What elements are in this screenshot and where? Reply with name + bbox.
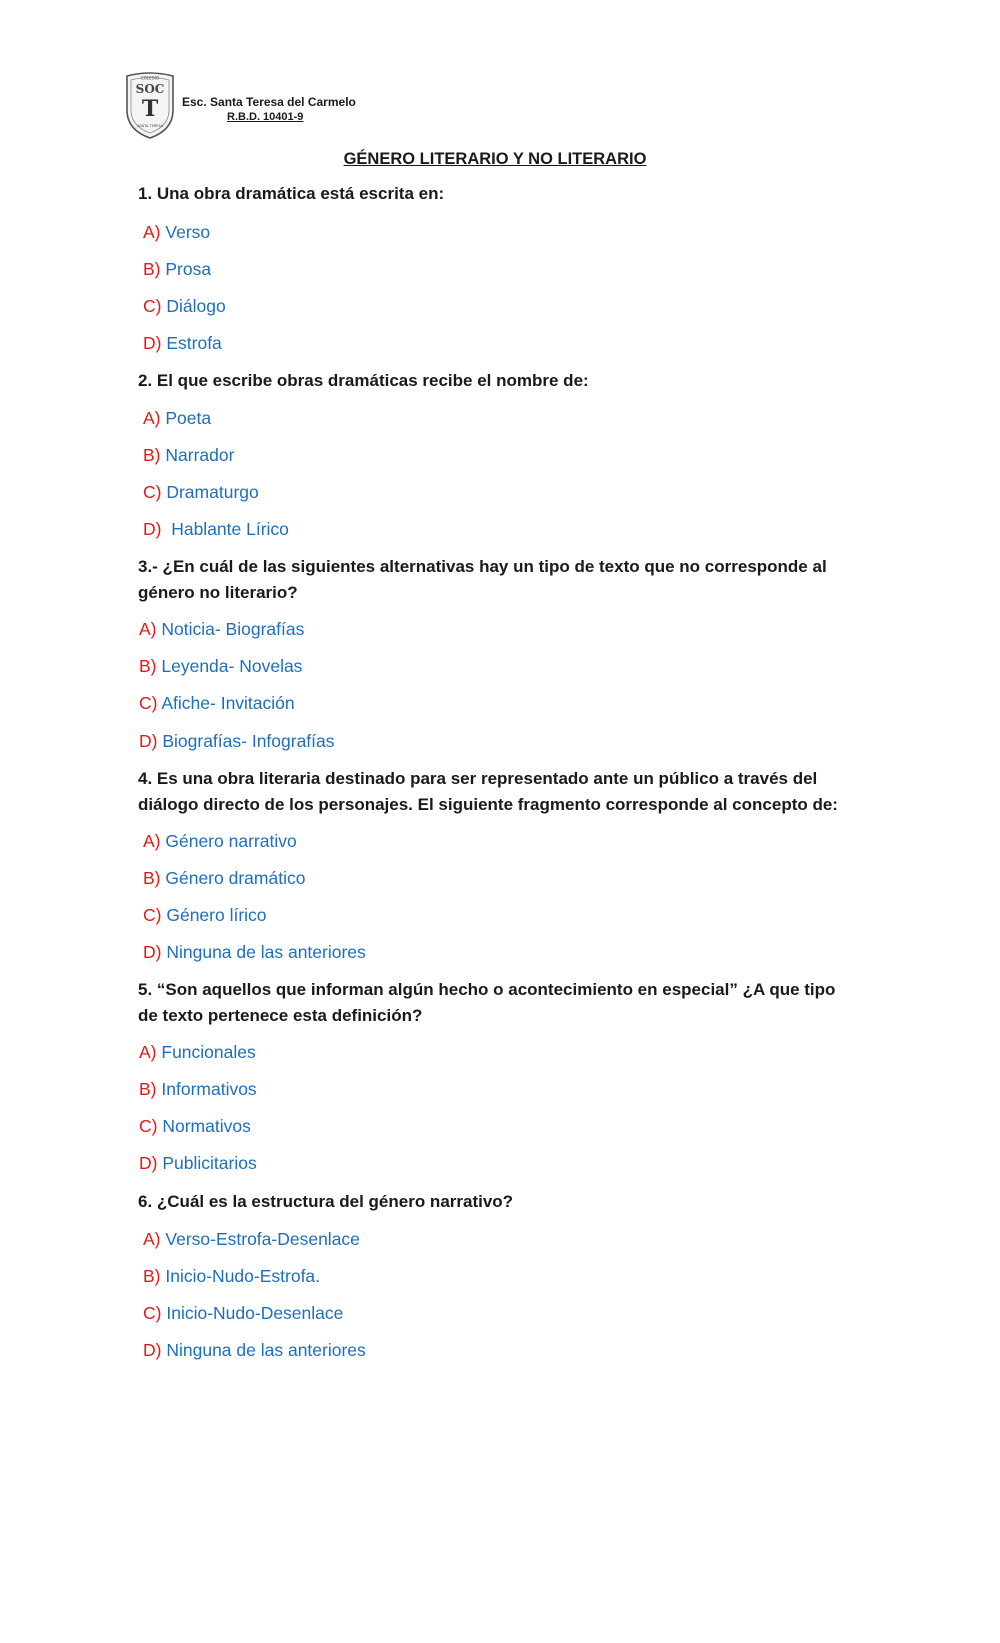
question-1-option-c[interactable]: [143, 295, 226, 317]
question-4: 4. Es una obra literaria destinado para ser representado ante un público a través del diálogo directo de los personajes. El siguiente fragmento corresponde al concepto de:: [138, 769, 838, 814]
question-5: 5. “Son aquellos que informan algún hecho o acontecimiento en especial” ¿A que tipo de texto pertenece esta definición?: [138, 980, 836, 1025]
page-title: GÉNERO LITERARIO Y NO LITERARIO: [343, 150, 647, 168]
option-text: Narrador: [165, 445, 235, 465]
option-letter: D): [139, 1153, 158, 1173]
option-letter: D): [143, 333, 162, 353]
option-letter: A): [139, 1042, 157, 1062]
question-2-option-a[interactable]: [143, 407, 211, 429]
question-5-option-a[interactable]: [139, 1041, 256, 1063]
option-letter: C): [139, 1116, 158, 1136]
question-6-option-b[interactable]: [143, 1265, 320, 1287]
option-text: Género dramático: [165, 868, 306, 888]
option-letter: A): [143, 222, 161, 242]
option-letter: B): [143, 259, 161, 279]
question-2-option-d[interactable]: [143, 518, 289, 540]
option-text: Prosa: [165, 259, 212, 279]
question-4-option-a[interactable]: [143, 830, 297, 852]
option-letter: A): [139, 619, 157, 639]
option-text: Biografías- Infografías: [162, 731, 335, 751]
question-2-option-b[interactable]: [143, 444, 234, 466]
option-text: Verso-Estrofa-Desenlace: [165, 1229, 360, 1249]
option-text: Publicitarios: [162, 1153, 257, 1173]
option-letter: A): [143, 408, 161, 428]
option-letter: C): [143, 905, 162, 925]
option-letter: B): [143, 445, 161, 465]
question-3-option-c[interactable]: [139, 692, 295, 714]
crest-shield-icon: [124, 70, 176, 140]
crest-top-text: COLEGIO: [140, 75, 160, 81]
option-letter: D): [139, 731, 158, 751]
question-3-option-d[interactable]: [139, 730, 335, 752]
option-text: Hablante Lírico: [166, 519, 289, 539]
option-text: Dramaturgo: [166, 482, 259, 502]
option-text: Normativos: [162, 1116, 251, 1136]
crest-letters: SOC: [135, 82, 165, 96]
option-letter: C): [143, 482, 162, 502]
school-rbd: R.B.D. 10401-9: [227, 111, 304, 123]
option-text: Género lírico: [166, 905, 267, 925]
option-letter: C): [143, 1303, 162, 1323]
question-6-option-d[interactable]: [143, 1339, 366, 1361]
option-text: Inicio-Nudo-Estrofa.: [165, 1266, 321, 1286]
option-letter: C): [143, 296, 162, 316]
option-letter: D): [143, 942, 162, 962]
question-3-option-a[interactable]: [139, 618, 304, 640]
option-letter: B): [139, 656, 157, 676]
option-text: Informativos: [161, 1079, 257, 1099]
option-letter: B): [143, 868, 161, 888]
option-text: Verso: [165, 222, 211, 242]
question-1-option-a[interactable]: [143, 221, 210, 243]
question-6: 6. ¿Cuál es la estructura del género narrativo?: [138, 1192, 514, 1211]
option-text: Inicio-Nudo-Desenlace: [166, 1303, 344, 1323]
question-1-option-b[interactable]: [143, 258, 211, 280]
option-text: Diálogo: [166, 296, 226, 316]
option-letter: D): [143, 1340, 162, 1360]
option-letter: A): [143, 831, 161, 851]
question-1: 1. Una obra dramática está escrita en:: [138, 184, 445, 203]
question-4-option-c[interactable]: [143, 904, 267, 926]
option-text: Género narrativo: [165, 831, 297, 851]
option-letter: B): [139, 1079, 157, 1099]
question-1-option-d[interactable]: [143, 332, 222, 354]
option-text: Funcionales: [161, 1042, 256, 1062]
option-letter: C): [139, 693, 158, 713]
question-5-option-b[interactable]: [139, 1078, 257, 1100]
question-2: 2. El que escribe obras dramáticas recibe el nombre de:: [138, 371, 589, 390]
option-text: Estrofa: [166, 333, 222, 353]
option-text: Leyenda- Novelas: [161, 656, 303, 676]
question-6-option-c[interactable]: [143, 1302, 343, 1324]
option-text: Ninguna de las anteriores: [166, 1340, 366, 1360]
option-letter: B): [143, 1266, 161, 1286]
option-text: Ninguna de las anteriores: [166, 942, 366, 962]
school-name: Esc. Santa Teresa del Carmelo: [182, 95, 356, 109]
question-2-option-c[interactable]: [143, 481, 259, 503]
option-text: Afiche- Invitación: [161, 693, 295, 713]
question-4-option-d[interactable]: [143, 941, 366, 963]
option-letter: A): [143, 1229, 161, 1249]
question-5-option-d[interactable]: [139, 1152, 257, 1174]
question-3-option-b[interactable]: [139, 655, 302, 677]
crest-initial: T: [141, 96, 159, 122]
option-text: Noticia- Biografías: [161, 619, 305, 639]
option-text: Poeta: [165, 408, 212, 428]
question-6-option-a[interactable]: [143, 1228, 360, 1250]
question-3: 3.- ¿En cuál de las siguientes alternativas hay un tipo de texto que no corresponde al género no literario?: [138, 557, 827, 602]
crest-bottom-text: SANTA TERESA: [136, 124, 164, 128]
question-4-option-b[interactable]: [143, 867, 305, 889]
school-crest: [124, 70, 176, 140]
question-5-option-c[interactable]: [139, 1115, 251, 1137]
option-letter: D): [143, 519, 162, 539]
